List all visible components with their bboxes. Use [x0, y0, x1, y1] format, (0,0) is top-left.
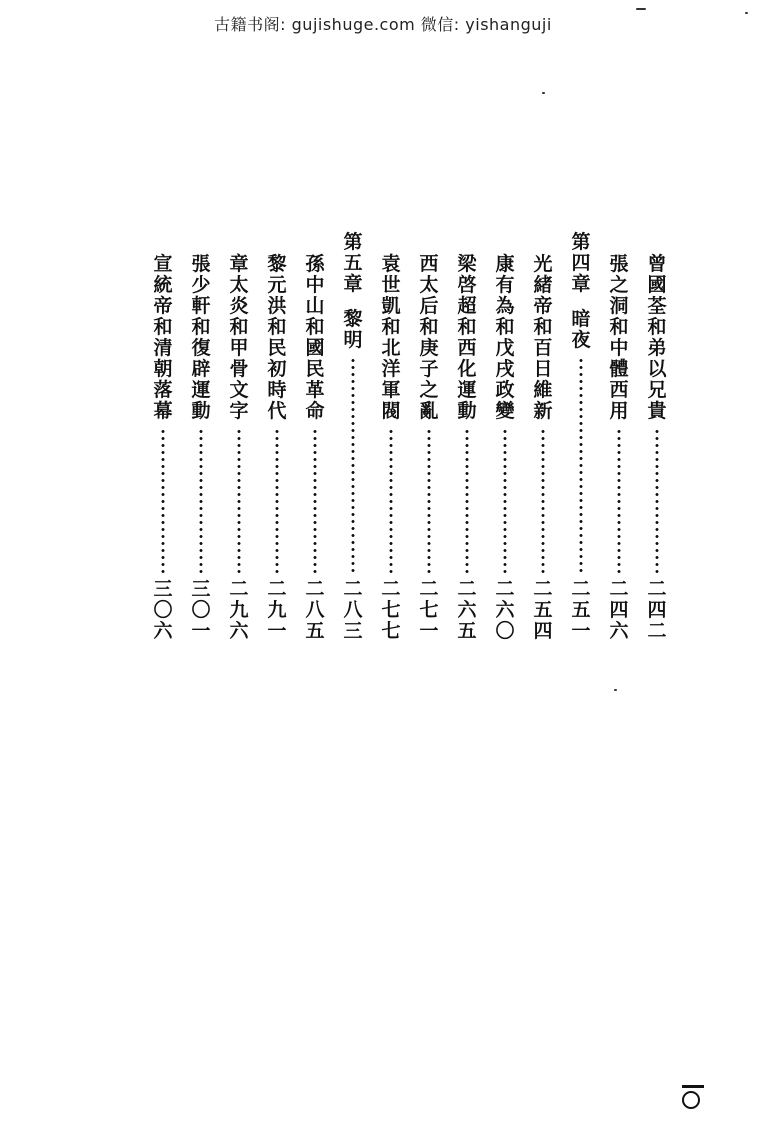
leader-dots [465, 428, 469, 575]
toc-entry-title: 康 有 為 和 戊 戌 政 變 [495, 253, 515, 422]
toc-entry-title: 西 太 后 和 庚 子 之 亂 [419, 253, 439, 422]
toc-entry-title: 袁 世 凱 和 北 洋 軍 閥 [381, 253, 401, 422]
toc-entry [378, 232, 404, 642]
toc-entry-title: 光 緒 帝 和 百 日 維 新 [533, 253, 553, 422]
folio-one-glyph [682, 1085, 704, 1088]
leader-dots [313, 428, 317, 575]
toc-entry-title: 章 太 炎 和 甲 骨 文 字 [229, 253, 249, 422]
leader-dots [655, 428, 659, 575]
toc-entry-title: 曾 國 荃 和 弟 以 兄 貴 [647, 253, 667, 422]
toc-entry [530, 232, 556, 642]
toc-entry [188, 232, 214, 642]
toc-entry-page: 二 七 七 [381, 578, 401, 642]
leader-dots [237, 428, 241, 575]
toc-entry-page: 二 七 一 [419, 578, 439, 642]
toc-entry-title: 第 五 章 黎 明 [343, 231, 363, 351]
toc-entry [606, 232, 632, 642]
toc-entry [492, 232, 518, 642]
toc-entry [302, 232, 328, 642]
scan-speck [614, 689, 617, 691]
scan-speck [745, 12, 748, 14]
toc-entry-page: 二 五 一 [571, 578, 591, 642]
leader-dots [161, 428, 165, 575]
leader-dots [617, 428, 621, 575]
page-number [682, 1085, 704, 1109]
table-of-contents [150, 232, 670, 662]
toc-entry [226, 232, 252, 642]
watermark-text: 古籍书阁: gujishuge.com 微信: yishanguji [214, 15, 552, 34]
toc-entry-title: 張 之 洞 和 中 體 西 用 [609, 253, 629, 422]
toc-entry-page: 三 〇 一 [191, 578, 211, 642]
folio-zero-glyph [682, 1091, 700, 1109]
toc-entry-page: 三 〇 六 [153, 578, 173, 642]
toc-entry-page: 二 九 六 [229, 578, 249, 642]
toc-entry-page: 二 四 二 [647, 578, 667, 642]
toc-entry-title: 第 四 章 暗 夜 [571, 231, 591, 351]
toc-entry-title: 黎 元 洪 和 民 初 時 代 [267, 253, 287, 422]
toc-entry [454, 232, 480, 642]
leader-dots [389, 428, 393, 575]
toc-entry-page: 二 四 六 [609, 578, 629, 642]
toc-entry [416, 232, 442, 642]
scan-speck [542, 92, 545, 94]
toc-entry [264, 232, 290, 642]
toc-chapter-entry [340, 232, 366, 642]
leader-dots [199, 428, 203, 575]
leader-dots [541, 428, 545, 575]
toc-entry-page: 二 六 五 [457, 578, 477, 642]
toc-entry-title: 梁 啓 超 和 西 化 運 動 [457, 253, 477, 422]
scan-speck [636, 8, 646, 10]
toc-entry [150, 232, 176, 642]
leader-dots [579, 357, 583, 575]
toc-entry-title: 張 少 軒 和 復 辟 運 動 [191, 253, 211, 422]
leader-dots [427, 428, 431, 575]
toc-entry [644, 232, 670, 642]
toc-entry-page: 二 五 四 [533, 578, 553, 642]
leader-dots [275, 428, 279, 575]
leader-dots [503, 428, 507, 575]
toc-entry-title: 宣 統 帝 和 清 朝 落 幕 [153, 253, 173, 422]
toc-entry-page: 二 九 一 [267, 578, 287, 642]
leader-dots [351, 357, 355, 575]
toc-entry-page: 二 六 〇 [495, 578, 515, 642]
toc-entry-title: 孫 中 山 和 國 民 革 命 [305, 253, 325, 422]
toc-entry-page: 二 八 三 [343, 578, 363, 642]
toc-entry-page: 二 八 五 [305, 578, 325, 642]
toc-chapter-entry [568, 232, 594, 642]
